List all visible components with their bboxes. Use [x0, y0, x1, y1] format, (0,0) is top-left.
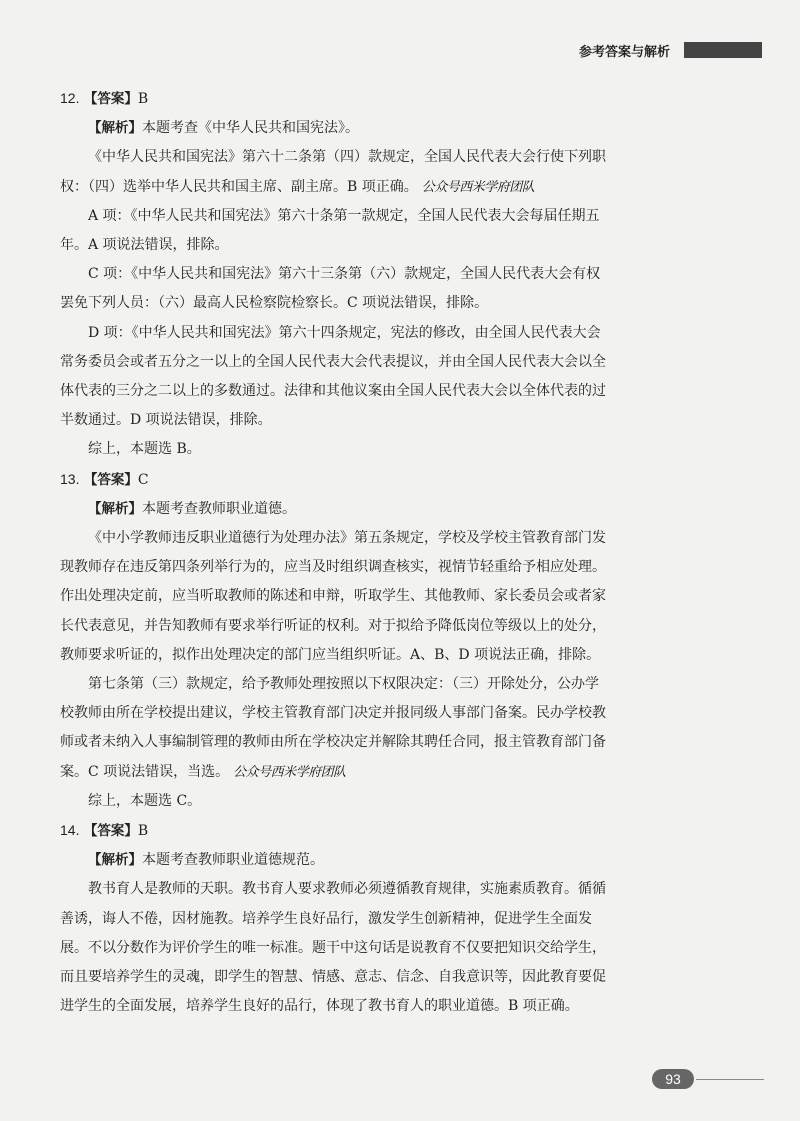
question-14-analysis: 【解析】本题考查教师职业道德规范。 — [88, 852, 324, 869]
page-number: 93 — [652, 1069, 694, 1089]
answer-content — [60, 84, 696, 1022]
paragraph-line: 而且要培养学生的灵魂，即学生的智慧、情感、意志、信念、自我意识等，因此教育要促 — [60, 969, 606, 986]
summary-line: 综上，本题选 B。 — [88, 441, 201, 458]
paragraph-line: 校教师由所在学校提出建议，学校主管教育部门决定并报同级人事部门备案。民办学校教 — [60, 705, 606, 722]
page-header — [579, 40, 762, 60]
page-footer — [652, 1069, 764, 1089]
paragraph-line: 现教师存在违反第四条列举行为的，应当及时组织调查核实，视情节轻重给予相应处理。 — [60, 559, 606, 576]
paragraph-line: 罢免下列人员：（六）最高人民检察院检察长。C 项说法错误，排除。 — [60, 295, 489, 312]
paragraph-line: 作出处理决定前，应当听取教师的陈述和申辩，听取学生、其他教师、家长委员会或者家 — [60, 588, 606, 605]
header-title: 参考答案与解析 — [578, 44, 670, 60]
paragraph-line: D 项：《中华人民共和国宪法》第六十四条规定，宪法的修改，由全国人民代表大会 — [88, 324, 601, 341]
paragraph-line: 年。A 项说法错误，排除。 — [60, 237, 229, 254]
paragraph-line: 权：（四）选举中华人民共和国主席、副主席。B 项正确。 公众号西米学府团队 — [60, 178, 535, 195]
paragraph-line: 《中华人民共和国宪法》第六十二条第（四）款规定，全国人民代表大会行使下列职 — [88, 149, 606, 166]
question-12-answer: 12. 【答案】B — [60, 90, 149, 107]
paragraph-line: 《中小学教师违反职业道德行为处理办法》第五条规定，学校及学校主管教育部门发 — [88, 530, 606, 547]
header-decor-bar — [684, 42, 762, 58]
footer-rule — [696, 1079, 764, 1080]
paragraph-line: 常务委员会或者五分之一以上的全国人民代表大会代表提议，并由全国人民代表大会以全 — [60, 353, 606, 370]
paragraph-line: 教师要求听证的，拟作出处理决定的部门应当组织听证。A、B、D 项说法正确，排除。 — [60, 646, 601, 663]
question-12-analysis: 【解析】本题考查《中华人民共和国宪法》。 — [88, 120, 359, 137]
paragraph-line: 进学生的全面发展，培养学生良好的品行，体现了教书育人的职业道德。B 项正确。 — [60, 998, 579, 1015]
paragraph-line: 长代表意见，并告知教师有要求举行听证的权利。对于拟给予降低岗位等级以上的处分， — [60, 617, 606, 634]
summary-line: 综上，本题选 C。 — [88, 792, 202, 809]
handwritten-note: 公众号西米学府团队 — [421, 179, 535, 195]
paragraph-line: 案。C 项说法错误，当选。 公众号西米学府团队 — [60, 763, 346, 780]
paragraph-line: 半数通过。D 项说法错误，排除。 — [60, 412, 272, 429]
paragraph-line: 展。不以分数作为评价学生的唯一标准。题干中这句话是说教育不仅要把知识交给学生， — [60, 939, 606, 956]
paragraph-line: 体代表的三分之二以上的多数通过。法律和其他议案由全国人民代表大会以全体代表的过 — [60, 383, 606, 400]
question-13-analysis: 【解析】本题考查教师职业道德。 — [88, 500, 296, 517]
paragraph-line: C 项：《中华人民共和国宪法》第六十三条第（六）款规定，全国人民代表大会有权 — [88, 266, 601, 283]
paragraph-line: 教书育人是教师的天职。教书育人要求教师必须遵循教育规律，实施素质教育。循循 — [88, 881, 606, 898]
handwritten-note: 公众号西米学府团队 — [233, 764, 346, 780]
question-14-answer: 14. 【答案】B — [60, 822, 149, 840]
paragraph-line: A 项：《中华人民共和国宪法》第六十条第一款规定，全国人民代表大会每届任期五 — [88, 207, 600, 224]
paragraph-line: 第七条第（三）款规定，给予教师处理按照以下权限决定：（三）开除处分，公办学 — [88, 676, 599, 693]
paragraph-line: 善诱，诲人不倦，因材施教。培养学生良好品行，激发学生创新精神，促进学生全面发 — [60, 910, 592, 927]
paragraph-line: 师或者未纳入人事编制管理的教师由所在学校决定并解除其聘任合同，报主管教育部门备 — [60, 734, 606, 751]
question-13-answer: 13. 【答案】C — [60, 470, 149, 488]
